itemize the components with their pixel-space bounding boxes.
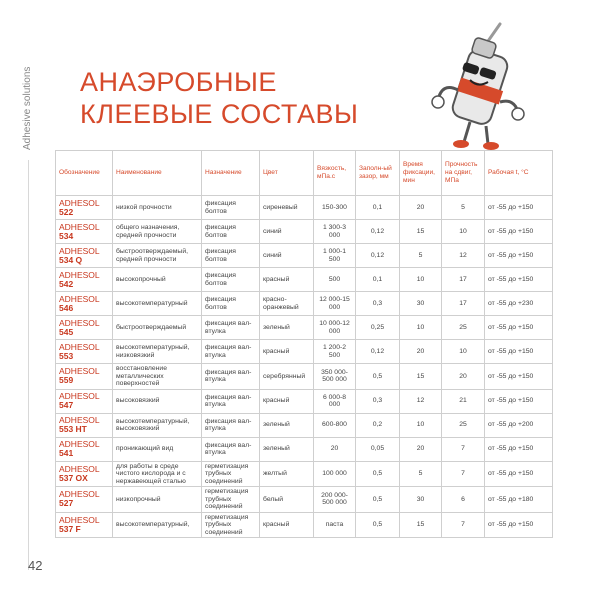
cell-temp: от -55 до +150 — [485, 437, 553, 461]
table-row — [56, 461, 553, 487]
cell-designation — [56, 389, 113, 413]
header-name: Наименование — [113, 151, 202, 196]
cell-purpose: фиксация вал-втулка — [202, 437, 260, 461]
cell-temp: от -55 до +150 — [485, 364, 553, 390]
cell-designation — [56, 268, 113, 292]
table-row — [56, 244, 553, 268]
cell-time: 15 — [400, 512, 442, 538]
cell-viscosity: 1 000-1 500 — [314, 244, 356, 268]
cell-designation — [56, 364, 113, 390]
product-brand: ADHESOL — [59, 197, 100, 208]
header-gap: Заполн-ый зазор, мм — [356, 151, 400, 196]
product-brand: ADHESOL — [59, 245, 100, 256]
cell-viscosity: 100 000 — [314, 461, 356, 487]
cell-time: 20 — [400, 340, 442, 364]
cell-time: 5 — [400, 461, 442, 487]
cell-viscosity: паста — [314, 512, 356, 538]
product-brand: ADHESOL — [59, 391, 100, 401]
product-model: 534 Q — [59, 254, 83, 265]
cell-color: красный — [260, 340, 314, 364]
cell-viscosity: 1 300-3 000 — [314, 220, 356, 244]
cell-designation — [56, 413, 113, 437]
table-row — [56, 292, 553, 316]
cell-name: высокотемпературный, высоковязкий — [113, 413, 202, 437]
cell-gap: 0,12 — [356, 340, 400, 364]
cell-name: высоковязкий — [113, 389, 202, 413]
cell-designation — [56, 196, 113, 220]
cell-name: общего назначения, средней прочности — [113, 220, 202, 244]
header-viscosity: Вязкость, мПа.с — [314, 151, 356, 196]
cell-temp: от -55 до +150 — [485, 316, 553, 340]
side-label: Adhesive solutions — [22, 66, 33, 150]
cell-name: высокотемпературный, низковязкий — [113, 340, 202, 364]
cell-temp: от -55 до +150 — [485, 512, 553, 538]
cell-temp: от -55 до +230 — [485, 292, 553, 316]
cell-gap: 0,5 — [356, 364, 400, 390]
product-brand: ADHESOL — [59, 269, 100, 280]
cell-gap: 0,05 — [356, 437, 400, 461]
table-row — [56, 413, 553, 437]
page-number: 42 — [28, 558, 43, 573]
cell-purpose: фиксация вал-втулка — [202, 413, 260, 437]
cell-strength: 25 — [442, 316, 485, 340]
cell-purpose: фиксация болтов — [202, 244, 260, 268]
product-model: 522 — [59, 206, 74, 217]
cell-time: 30 — [400, 487, 442, 513]
cell-strength: 5 — [442, 196, 485, 220]
cell-viscosity: 200 000-500 000 — [314, 487, 356, 513]
cell-color: красный — [260, 512, 314, 538]
product-model: 527 — [59, 498, 74, 509]
cell-designation — [56, 340, 113, 364]
table-row — [56, 196, 553, 220]
cell-purpose: фиксация вал-втулка — [202, 316, 260, 340]
cell-color: серебрянный — [260, 364, 314, 390]
cell-temp: от -55 до +150 — [485, 389, 553, 413]
mascot-illustration — [428, 22, 538, 152]
product-model: 534 — [59, 230, 74, 241]
header-shear-strength: Прочность на сдвиг, МПа — [442, 151, 485, 196]
cell-gap: 0,3 — [356, 389, 400, 413]
cell-name: восстановление металлических поверхностей — [113, 364, 202, 390]
cell-strength: 25 — [442, 413, 485, 437]
product-brand: ADHESOL — [59, 366, 100, 377]
cell-designation — [56, 487, 113, 513]
cell-temp: от -55 до +150 — [485, 340, 553, 364]
header-designation: Обозначение — [56, 151, 113, 196]
cell-name: высокопрочный — [113, 268, 202, 292]
cell-purpose: фиксация болтов — [202, 220, 260, 244]
cell-time: 15 — [400, 220, 442, 244]
cell-viscosity: 350 000-500 000 — [314, 364, 356, 390]
cell-name: низкопрочный — [113, 487, 202, 513]
product-model: 537 OX — [59, 472, 88, 483]
side-divider-line — [28, 160, 29, 570]
table-row — [56, 220, 553, 244]
cell-name: быстроотверждаемый — [113, 316, 202, 340]
product-brand: ADHESOL — [59, 489, 100, 500]
cell-strength: 17 — [442, 292, 485, 316]
cell-viscosity: 1 200-2 500 — [314, 340, 356, 364]
table-header-row — [56, 151, 553, 196]
table-row — [56, 389, 553, 413]
table-row — [56, 437, 553, 461]
cell-color: синий — [260, 220, 314, 244]
cell-gap: 0,3 — [356, 292, 400, 316]
product-model: 537 F — [59, 523, 81, 534]
cell-name: высокотемпературный — [113, 292, 202, 316]
header-fixation-time: Время фиксации, мин — [400, 151, 442, 196]
cell-name: высокотемпературный, — [113, 512, 202, 538]
header-working-temp: Рабочая t, °С — [485, 151, 553, 196]
table-row — [56, 268, 553, 292]
product-brand: ADHESOL — [59, 221, 100, 232]
cell-color: синий — [260, 244, 314, 268]
cell-name: низкой прочности — [113, 196, 202, 220]
products-table — [55, 150, 553, 538]
table-row — [56, 340, 553, 364]
product-brand: ADHESOL — [59, 317, 100, 328]
cell-gap: 0,1 — [356, 196, 400, 220]
cell-purpose: герметизация трубных соединений — [202, 487, 260, 513]
cell-time: 15 — [400, 364, 442, 390]
cell-gap: 0,5 — [356, 461, 400, 487]
cell-strength: 10 — [442, 340, 485, 364]
cell-name: для работы в среде чистого кислорода и с нержавеющей сталью — [113, 461, 202, 487]
cell-temp: от -55 до +150 — [485, 461, 553, 487]
cell-color: белый — [260, 487, 314, 513]
cell-designation — [56, 244, 113, 268]
cell-strength: 12 — [442, 244, 485, 268]
cell-gap: 0,12 — [356, 220, 400, 244]
header-color: Цвет — [260, 151, 314, 196]
cell-color: зеленый — [260, 437, 314, 461]
product-model: 542 — [59, 278, 74, 289]
cell-gap: 0,5 — [356, 487, 400, 513]
cell-designation — [56, 512, 113, 538]
cell-name: проникающий вид — [113, 437, 202, 461]
cell-strength: 7 — [442, 437, 485, 461]
cell-time: 12 — [400, 389, 442, 413]
title-line-1: АНАЭРОБНЫЕ — [80, 67, 277, 97]
cell-gap: 0,5 — [356, 512, 400, 538]
product-model: 547 — [59, 400, 74, 410]
product-brand: ADHESOL — [59, 415, 100, 425]
product-brand: ADHESOL — [59, 341, 100, 352]
cell-viscosity: 600-800 — [314, 413, 356, 437]
cell-strength: 21 — [442, 389, 485, 413]
cell-time: 10 — [400, 268, 442, 292]
product-brand: ADHESOL — [59, 463, 100, 474]
cell-time: 20 — [400, 437, 442, 461]
product-brand: ADHESOL — [59, 514, 100, 525]
cell-temp: от -55 до +150 — [485, 220, 553, 244]
cell-color: зеленый — [260, 413, 314, 437]
cell-designation — [56, 461, 113, 487]
table-row — [56, 487, 553, 513]
table-row — [56, 316, 553, 340]
cell-temp: от -55 до +150 — [485, 268, 553, 292]
cell-viscosity: 20 — [314, 437, 356, 461]
cell-strength: 7 — [442, 512, 485, 538]
cell-time: 5 — [400, 244, 442, 268]
product-model: 545 — [59, 326, 74, 337]
cell-color: сиреневый — [260, 196, 314, 220]
cell-strength: 10 — [442, 220, 485, 244]
cell-purpose: фиксация вал-втулка — [202, 389, 260, 413]
cell-viscosity: 500 — [314, 268, 356, 292]
product-model: 553 — [59, 350, 74, 361]
cell-purpose: герметизация трубных соединений — [202, 461, 260, 487]
cell-purpose: фиксация болтов — [202, 268, 260, 292]
cell-purpose: фиксация вал-втулка — [202, 340, 260, 364]
cell-gap: 0,12 — [356, 244, 400, 268]
cell-viscosity: 10 000-12 000 — [314, 316, 356, 340]
cell-strength: 20 — [442, 364, 485, 390]
cell-temp: от -55 до +150 — [485, 244, 553, 268]
cell-gap: 0,1 — [356, 268, 400, 292]
cell-name: быстроотверждаемый, средней прочности — [113, 244, 202, 268]
cell-strength: 6 — [442, 487, 485, 513]
cell-purpose: фиксация болтов — [202, 292, 260, 316]
table-row — [56, 364, 553, 390]
cell-color: красный — [260, 389, 314, 413]
cell-color: красно-оранжевый — [260, 292, 314, 316]
cell-time: 10 — [400, 316, 442, 340]
product-model: 553 HT — [59, 424, 87, 434]
cell-designation — [56, 316, 113, 340]
page-title — [80, 66, 358, 130]
cell-color: желтый — [260, 461, 314, 487]
product-brand: ADHESOL — [59, 439, 100, 449]
product-brand: ADHESOL — [59, 293, 100, 304]
cell-strength: 7 — [442, 461, 485, 487]
cell-purpose: герметизация трубных соединений — [202, 512, 260, 538]
cell-temp: от -55 до +200 — [485, 413, 553, 437]
product-model: 559 — [59, 375, 74, 386]
cell-designation — [56, 292, 113, 316]
table-row — [56, 512, 553, 538]
product-model: 541 — [59, 448, 74, 458]
cell-viscosity: 12 000-15 000 — [314, 292, 356, 316]
cell-gap: 0,25 — [356, 316, 400, 340]
cell-color: зеленый — [260, 316, 314, 340]
header-purpose: Назначение — [202, 151, 260, 196]
cell-time: 20 — [400, 196, 442, 220]
cell-designation — [56, 220, 113, 244]
product-model: 546 — [59, 302, 74, 313]
cell-strength: 17 — [442, 268, 485, 292]
cell-color: красный — [260, 268, 314, 292]
cell-temp: от -55 до +180 — [485, 487, 553, 513]
cell-viscosity: 150-300 — [314, 196, 356, 220]
cell-viscosity: 6 000-8 000 — [314, 389, 356, 413]
cell-temp: от -55 до +150 — [485, 196, 553, 220]
cell-designation — [56, 437, 113, 461]
cell-time: 30 — [400, 292, 442, 316]
cell-gap: 0,2 — [356, 413, 400, 437]
title-line-2: КЛЕЕВЫЕ СОСТАВЫ — [80, 99, 359, 129]
cell-purpose: фиксация вал-втулка — [202, 364, 260, 390]
cell-time: 10 — [400, 413, 442, 437]
cell-purpose: фиксация болтов — [202, 196, 260, 220]
